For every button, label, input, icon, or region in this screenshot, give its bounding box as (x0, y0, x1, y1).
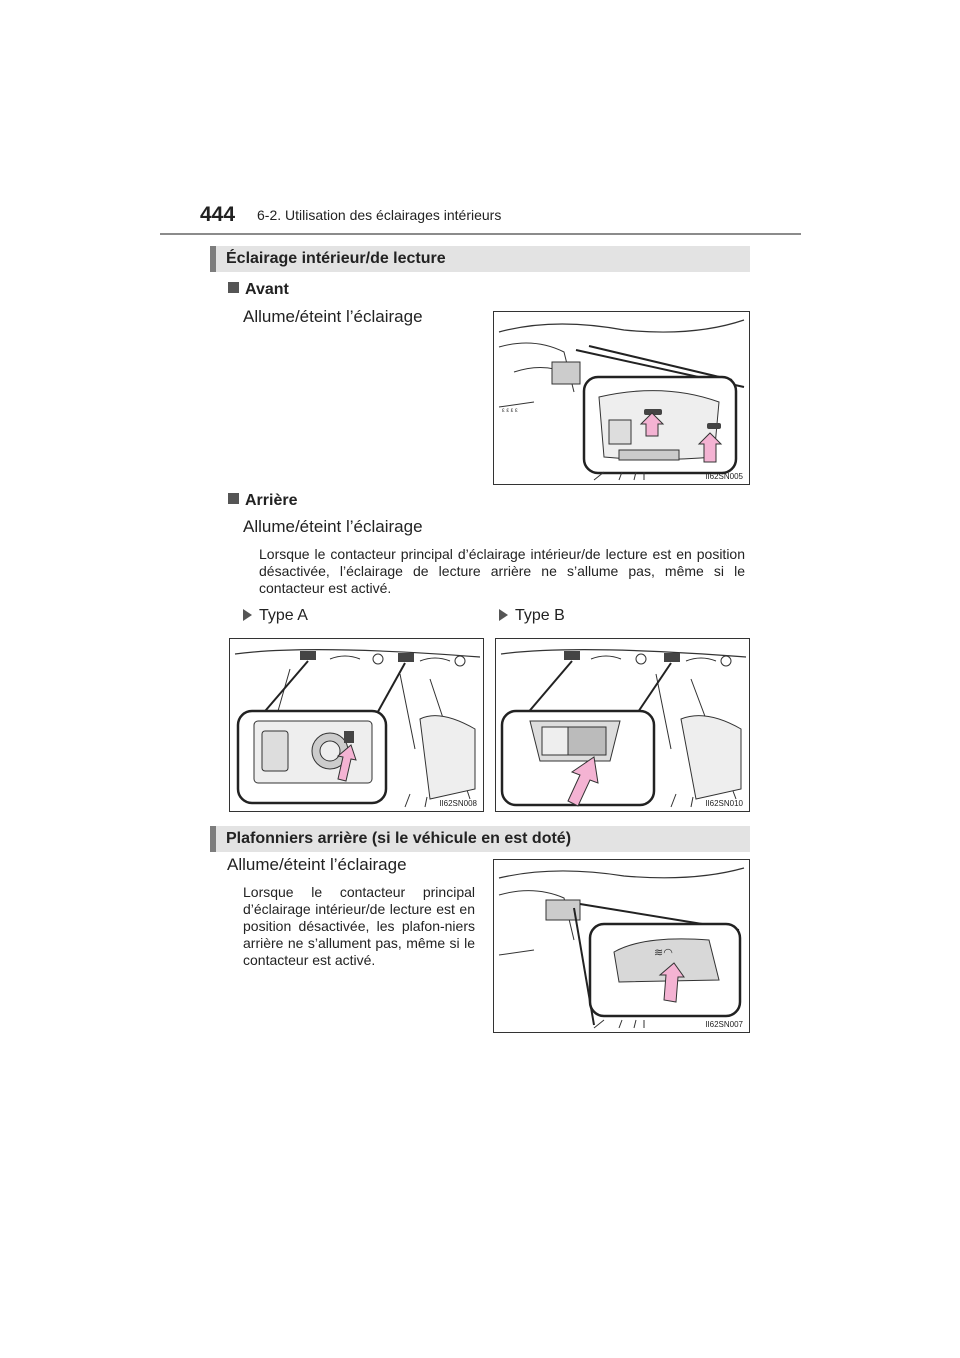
section-title: Éclairage intérieur/de lecture (226, 250, 446, 267)
figure-front-console (493, 311, 750, 485)
section-heading-rear-ceiling-lights (210, 826, 750, 852)
rear-ceiling-note: Lorsque le contacteur principal d’éclairage intérieur/de lecture est en position désactivée, les plafon-niers arrière ne s’allument pas, même si le contacteur est activé. (243, 884, 475, 968)
type-b-text: Type B (515, 607, 565, 624)
rear-description: Allume/éteint l’éclairage (243, 517, 423, 536)
square-bullet-icon (228, 282, 239, 293)
subheading-front (228, 281, 289, 299)
triangle-bullet-icon (243, 609, 252, 621)
square-bullet-icon (228, 493, 239, 504)
page-number: 444 (200, 203, 236, 226)
section-heading-interior-light (210, 246, 750, 272)
subheading-front-label: Avant (245, 281, 289, 298)
figure-rear-ceiling-light (493, 859, 750, 1033)
figure-rear-type-a (229, 638, 484, 812)
type-a-label (243, 607, 308, 625)
header-divider (160, 233, 801, 235)
subheading-rear-label: Arrière (245, 492, 298, 509)
rear-note: Lorsque le contacteur principal d’éclairage intérieur/de lecture est en position désactivée, l’éclairage de lecture arrière ne s’allume pas, même si le contacteur est activé. (259, 546, 745, 596)
chapter-title: 6-2. Utilisation des éclairages intérieurs (257, 207, 502, 223)
svg-text:ε ε ε ε: ε ε ε ε (502, 408, 518, 414)
svg-text:≋◠: ≋◠ (654, 947, 673, 959)
type-b-label (499, 607, 565, 625)
rear-ceiling-description: Allume/éteint l’éclairage (227, 855, 407, 874)
triangle-bullet-icon (499, 609, 508, 621)
figure-rear-type-b (495, 638, 750, 812)
figure-code: II62SN007 (705, 1020, 743, 1029)
section-title: Plafonniers arrière (si le véhicule en est doté) (226, 830, 572, 847)
front-description: Allume/éteint l’éclairage (243, 307, 423, 326)
type-a-text: Type A (259, 607, 308, 624)
subheading-rear (228, 492, 297, 510)
figure-code: II62SN008 (439, 799, 477, 808)
figure-code: II62SN010 (705, 799, 743, 808)
figure-code: II62SN005 (705, 472, 743, 481)
